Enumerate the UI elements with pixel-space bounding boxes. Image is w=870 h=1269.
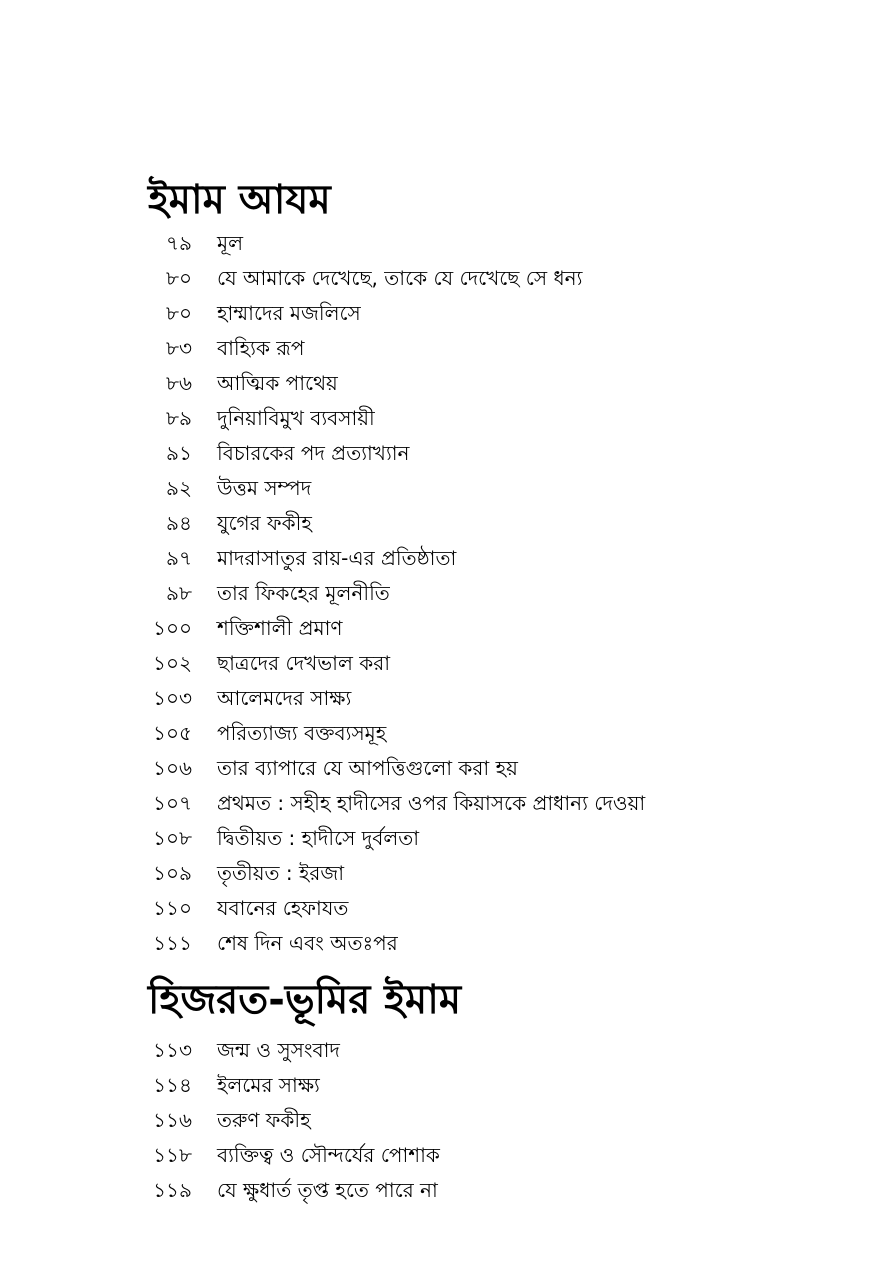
toc-entry bbox=[140, 506, 840, 540]
page-number: ৯৭ bbox=[166, 546, 192, 570]
page-number: ১১১ bbox=[153, 931, 192, 955]
toc-entry bbox=[140, 926, 840, 960]
entry-title: যবানের হেফাযত bbox=[217, 896, 349, 920]
page-number: ৯৮ bbox=[166, 581, 192, 605]
page-number: ৮৩ bbox=[166, 336, 192, 360]
page-number: ১০৮ bbox=[153, 826, 192, 850]
entry-title: আলেমদের সাক্ষ্য bbox=[217, 686, 352, 710]
entry-title: ইলমের সাক্ষ্য bbox=[217, 1073, 320, 1097]
toc-entry bbox=[140, 541, 840, 575]
section-title: ইমাম আযম bbox=[148, 177, 331, 223]
page-number: ১০৫ bbox=[153, 721, 192, 745]
toc-entry bbox=[140, 331, 840, 365]
page-number: ১০৯ bbox=[153, 861, 192, 885]
toc-entry bbox=[140, 891, 840, 925]
toc-entry bbox=[140, 576, 840, 610]
entry-title: আত্মিক পাথেয় bbox=[217, 371, 338, 395]
page-number: ৭৯ bbox=[166, 231, 192, 255]
entry-title: যুগের ফকীহ bbox=[217, 511, 312, 535]
toc-entry bbox=[140, 226, 840, 260]
page-number: ৮০ bbox=[166, 301, 192, 325]
page-number: ৮৬ bbox=[166, 371, 192, 395]
toc-entry bbox=[140, 611, 840, 645]
toc-entry bbox=[140, 296, 840, 330]
toc-entry bbox=[140, 1033, 840, 1067]
toc-entry bbox=[140, 786, 840, 820]
entry-title: বিচারকের পদ প্রত্যাখ্যান bbox=[217, 441, 410, 465]
toc-entry bbox=[140, 1068, 840, 1102]
entry-title: মূল bbox=[217, 231, 244, 255]
toc-entry bbox=[140, 1173, 840, 1207]
page-number: ৯২ bbox=[166, 476, 192, 500]
page-number: ১১০ bbox=[153, 896, 192, 920]
toc-entry bbox=[140, 856, 840, 890]
page-number: ১০৩ bbox=[153, 686, 192, 710]
page-number: ১০৭ bbox=[153, 791, 192, 815]
entry-title: প্রথমত : সহীহ হাদীসের ওপর কিয়াসকে প্রাধান্য দেওয়া bbox=[217, 791, 646, 815]
entry-title: দ্বিতীয়ত : হাদীসে দুর্বলতা bbox=[217, 826, 420, 850]
page-number: ১১৯ bbox=[153, 1178, 192, 1202]
toc-entry bbox=[140, 1103, 840, 1137]
toc-entry bbox=[140, 716, 840, 750]
toc-entry bbox=[140, 366, 840, 400]
toc-entry bbox=[140, 401, 840, 435]
section-title: হিজরত-ভূমির ইমাম bbox=[148, 977, 462, 1023]
entry-title: তৃতীয়ত : ইরজা bbox=[217, 861, 345, 885]
toc-entry bbox=[140, 471, 840, 505]
entry-title: শক্তিশালী প্রমাণ bbox=[217, 616, 343, 640]
entry-title: যে আমাকে দেখেছে, তাকে যে দেখেছে সে ধন্য bbox=[217, 266, 583, 290]
entry-title: যে ক্ষুধার্ত তৃপ্ত হতে পারে না bbox=[217, 1178, 438, 1202]
entry-title: দুনিয়াবিমুখ ব্যবসায়ী bbox=[217, 406, 375, 430]
entry-title: উত্তম সম্পদ bbox=[217, 476, 312, 500]
page-number: ১০৬ bbox=[153, 756, 192, 780]
toc-entry bbox=[140, 681, 840, 715]
toc-entry bbox=[140, 436, 840, 470]
toc-entry bbox=[140, 646, 840, 680]
entry-title: তরুণ ফকীহ bbox=[217, 1108, 311, 1132]
toc-entry bbox=[140, 1138, 840, 1172]
entry-title: হাম্মাদের মজলিসে bbox=[217, 301, 361, 325]
page-number: ১১৪ bbox=[153, 1073, 192, 1097]
page-number: ১০২ bbox=[153, 651, 192, 675]
page-number: ৮০ bbox=[166, 266, 192, 290]
entry-title: তার ফিকহের মূলনীতি bbox=[217, 581, 390, 605]
toc-entry bbox=[140, 821, 840, 855]
entry-title: মাদরাসাতুর রায়-এর প্রতিষ্ঠাতা bbox=[217, 546, 457, 570]
entry-title: পরিত্যাজ্য বক্তব্যসমূহ bbox=[217, 721, 387, 745]
toc-entry bbox=[140, 261, 840, 295]
entry-title: ব্যক্তিত্ব ও সৌন্দর্যের পোশাক bbox=[217, 1143, 440, 1167]
entry-title: তার ব্যাপারে যে আপত্তিগুলো করা হয় bbox=[217, 756, 518, 780]
entry-title: ছাত্রদের দেখভাল করা bbox=[217, 651, 391, 675]
page-number: ৯৪ bbox=[166, 511, 192, 535]
page-number: ১১৬ bbox=[153, 1108, 192, 1132]
entry-title: বাহ্যিক রূপ bbox=[217, 336, 305, 360]
entry-title: শেষ দিন এবং অতঃপর bbox=[217, 931, 398, 955]
page-number: ৯১ bbox=[166, 441, 192, 465]
page-number: ১১৮ bbox=[153, 1143, 192, 1167]
page-number: ১১৩ bbox=[153, 1038, 192, 1062]
toc-entry bbox=[140, 751, 840, 785]
page-number: ৮৯ bbox=[166, 406, 192, 430]
entry-title: জন্ম ও সুসংবাদ bbox=[217, 1038, 340, 1062]
page-number: ১০০ bbox=[153, 616, 192, 640]
